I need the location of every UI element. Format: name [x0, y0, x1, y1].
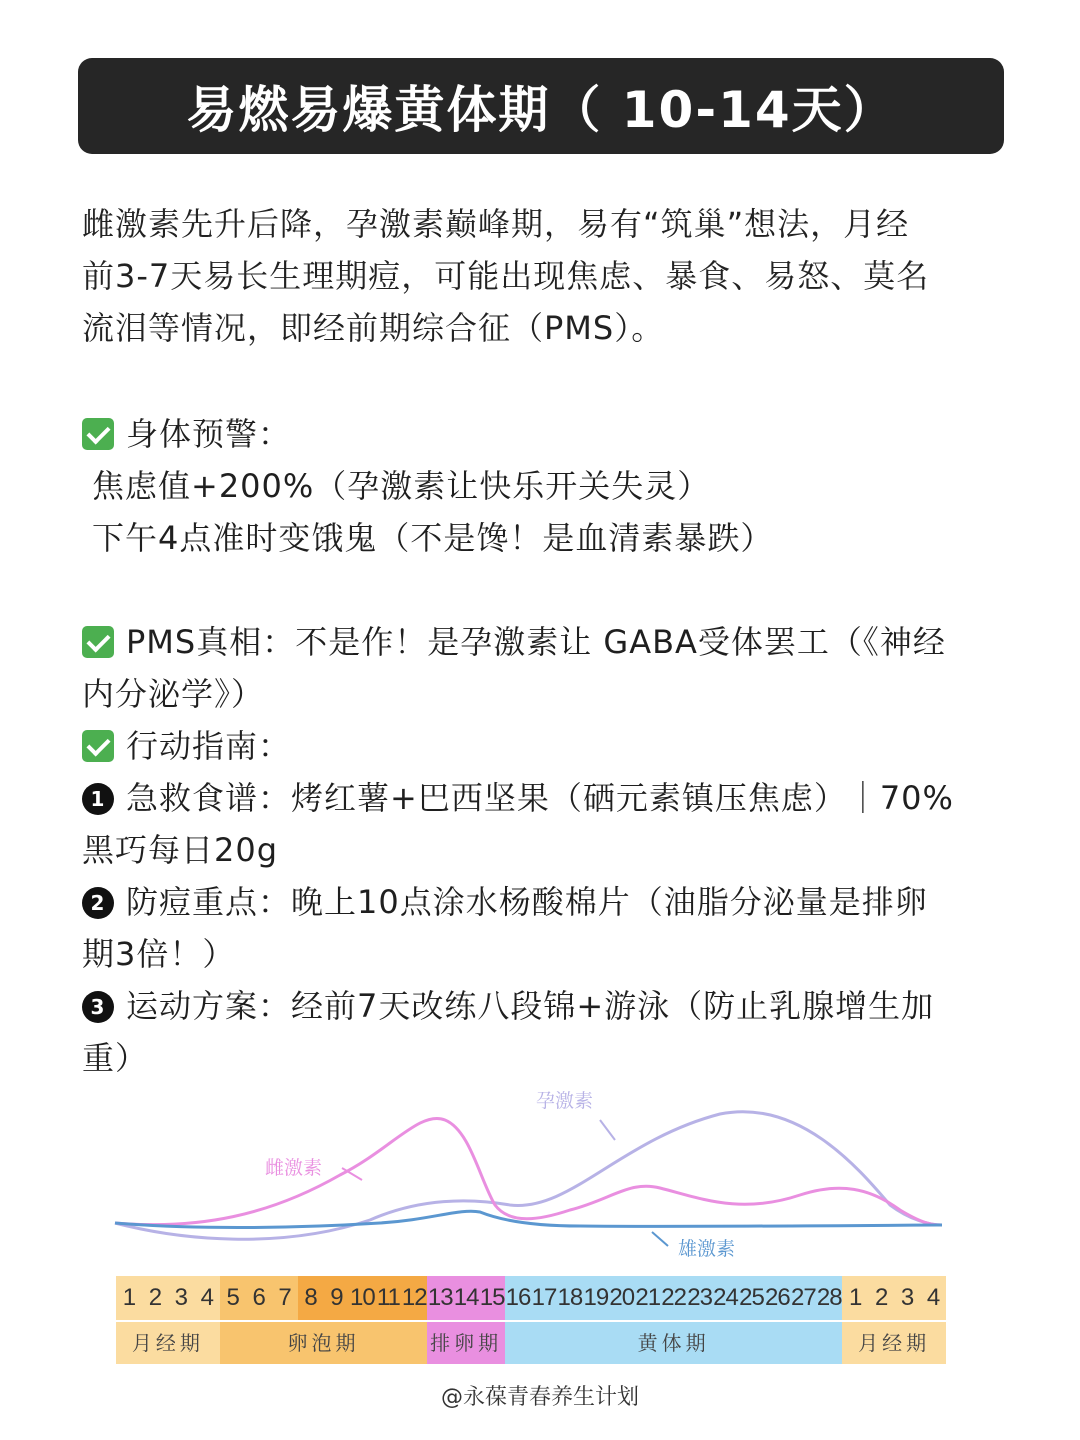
cycle-day-cell: 4: [194, 1276, 220, 1320]
page-title: 易燃易爆黄体期（ 10-14天）: [186, 81, 896, 139]
cycle-day-cell: 22: [661, 1276, 687, 1320]
cycle-day-cell: 24: [713, 1276, 739, 1320]
cycle-day-cell: 28: [816, 1276, 842, 1320]
cycle-day-cell: 26: [764, 1276, 790, 1320]
check-icon: [82, 418, 114, 450]
cycle-phase-cell: 月经期: [842, 1322, 946, 1364]
progesterone-arrow: [600, 1120, 615, 1140]
guide-item-cont: 黑巧每日20g: [82, 831, 279, 869]
cycle-day-cell: 15: [479, 1276, 505, 1320]
testosterone-arrow: [652, 1232, 668, 1246]
cycle-day-cell: 9: [324, 1276, 350, 1320]
cycle-day-cell: 1: [116, 1276, 142, 1320]
guide-item-cont: 期3倍！）: [82, 935, 236, 973]
pms-section: [82, 616, 1007, 1084]
cycle-phase-cell: 卵泡期: [220, 1322, 428, 1364]
cycle-phase-cell: 排卵期: [427, 1322, 505, 1364]
cycle-day-cell: 11: [375, 1276, 401, 1320]
cycle-day-cell: 5: [220, 1276, 246, 1320]
intro-paragraph: [82, 198, 1007, 354]
cycle-day-strip: [116, 1276, 946, 1320]
cycle-day-cell: 20: [609, 1276, 635, 1320]
guide-item: 防痘重点：晚上10点涂水杨酸棉片（油脂分泌量是排卵: [126, 883, 928, 921]
pms-line: 内分泌学》）: [82, 675, 265, 713]
pms-line: PMS真相：不是作！是孕激素让 GABA受体罢工（《神经: [126, 623, 946, 661]
cycle-day-cell: 17: [531, 1276, 557, 1320]
estrogen-label: 雌激素: [265, 1157, 323, 1179]
intro-line: 前3-7天易长生理期痘，可能出现焦虑、暴食、易怒、莫名: [82, 257, 930, 295]
check-icon: [82, 626, 114, 658]
cycle-day-cell: 12: [401, 1276, 427, 1320]
cycle-day-cell: 25: [739, 1276, 765, 1320]
hormone-curve-diagram: [100, 1080, 960, 1270]
testosterone-label: 雄激素: [678, 1238, 736, 1260]
cycle-day-cell: 18: [557, 1276, 583, 1320]
guide-item: 急救食谱：烤红薯+巴西坚果（硒元素镇压焦虑）｜70%: [126, 779, 954, 817]
cycle-day-cell: 10: [349, 1276, 375, 1320]
cycle-day-cell: 7: [272, 1276, 298, 1320]
cycle-day-cell: 23: [687, 1276, 713, 1320]
cycle-day-cell: 3: [168, 1276, 194, 1320]
cycle-day-cell: 2: [868, 1276, 894, 1320]
warning-line: 焦虑值+200%（孕激素让快乐开关失灵）: [92, 467, 711, 505]
cycle-phase-strip: [116, 1322, 946, 1364]
check-icon: [82, 730, 114, 762]
cycle-day-cell: 19: [583, 1276, 609, 1320]
cycle-day-cell: 6: [246, 1276, 272, 1320]
cycle-day-cell: 16: [505, 1276, 531, 1320]
title-banner: [78, 58, 1004, 154]
intro-line: 流泪等情况，即经前期综合征（PMS）。: [82, 309, 665, 347]
cycle-day-cell: 3: [894, 1276, 920, 1320]
warning-line: 下午4点准时变饿鬼（不是馋！是血清素暴跌）: [92, 519, 774, 557]
cycle-day-cell: 13: [427, 1276, 453, 1320]
cycle-day-cell: 8: [298, 1276, 324, 1320]
guide-heading: 行动指南：: [126, 727, 292, 765]
cycle-phase-cell: 黄体期: [505, 1322, 842, 1364]
progesterone-label: 孕激素: [536, 1090, 594, 1112]
warning-section: [82, 408, 1007, 564]
number-2-icon: 2: [82, 887, 114, 919]
number-1-icon: 1: [82, 783, 114, 815]
cycle-day-cell: 1: [842, 1276, 868, 1320]
intro-line: 雌激素先升后降，孕激素巅峰期，易有“筑巢”想法，月经: [82, 205, 910, 243]
cycle-phase-cell: 月经期: [116, 1322, 220, 1364]
estrogen-curve: [115, 1118, 942, 1225]
guide-item-cont: 重）: [82, 1039, 149, 1077]
warning-heading: 身体预警：: [126, 415, 292, 453]
cycle-day-cell: 21: [635, 1276, 661, 1320]
number-3-icon: 3: [82, 991, 114, 1023]
guide-item: 运动方案：经前7天改练八段锦+游泳（防止乳腺增生加: [126, 987, 935, 1025]
cycle-day-cell: 4: [920, 1276, 946, 1320]
author-credit: @永葆青春养生计划: [440, 1385, 639, 1410]
cycle-day-cell: 27: [790, 1276, 816, 1320]
cycle-day-cell: 14: [453, 1276, 479, 1320]
cycle-day-cell: 2: [142, 1276, 168, 1320]
